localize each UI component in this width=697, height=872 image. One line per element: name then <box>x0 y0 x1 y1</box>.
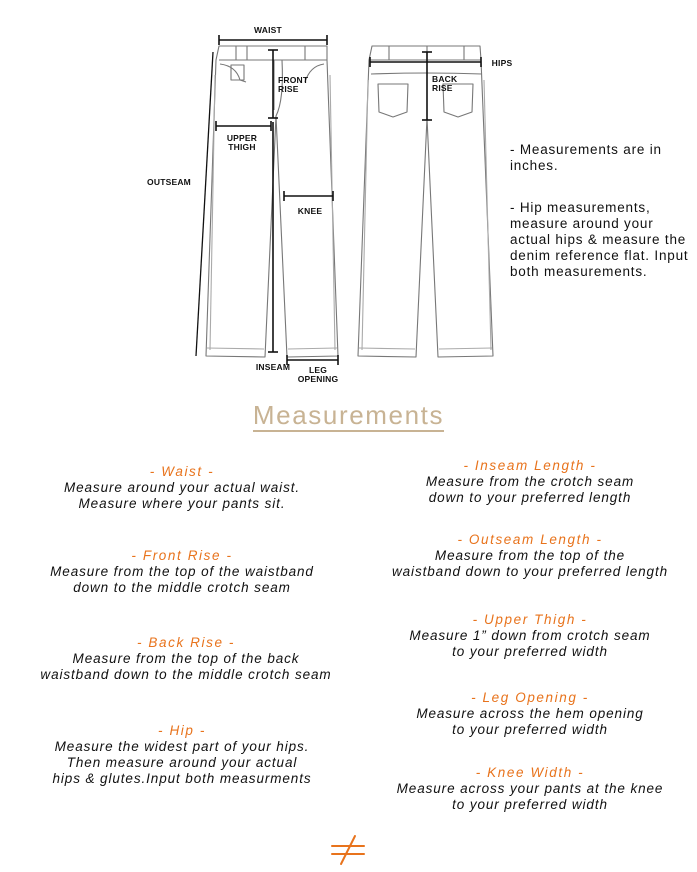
measurement-front-rise <box>0 548 364 596</box>
outseam-label: OUTSEAM <box>147 177 191 187</box>
measurement-desc: Measure from the top of the waistband down to your preferred length <box>392 548 668 579</box>
jeans-measurement-diagram <box>0 0 697 395</box>
measurement-desc: Measure across your pants at the knee to your preferred width <box>396 781 664 812</box>
front-rise-label: FRONT RISE <box>278 75 309 94</box>
measurement-name: - Leg Opening - <box>471 690 589 705</box>
measurement-inseam-length <box>363 458 697 506</box>
measurement-desc: Measure from the top of the back waistband down to the middle crotch seam <box>40 651 332 682</box>
measurement-name: - Upper Thigh - <box>472 612 588 627</box>
measurement-back-rise <box>0 635 372 683</box>
measurement-desc: Measure around your actual waist. Measure where your pants sit. <box>63 480 301 511</box>
section-title <box>0 400 697 432</box>
measurement-outseam-length <box>363 532 697 580</box>
measurement-notes-hips <box>510 200 695 280</box>
measurement-name: - Inseam Length - <box>463 458 597 473</box>
leg-opening-label: LEG OPENING <box>297 365 339 384</box>
measurement-desc: Measure from the top of the waistband down to the middle crotch seam <box>50 564 314 595</box>
measurement-name: - Knee Width - <box>475 765 585 780</box>
measurement-name: - Hip - <box>158 723 206 738</box>
measurement-waist <box>0 464 364 512</box>
waist-label: WAIST <box>254 25 282 35</box>
measurement-hip <box>0 723 364 787</box>
inseam-label: INSEAM <box>255 362 291 372</box>
measurement-name: - Front Rise - <box>131 548 233 563</box>
measurement-desc: Measure across the hem opening to your preferred width <box>416 706 644 737</box>
measurement-name: - Waist - <box>149 464 215 479</box>
measurement-desc: Measure from the crotch seam down to your preferred length <box>425 474 635 505</box>
back-rise-label: BACK RISE <box>432 74 458 93</box>
note-hips: - Hip measurements, measure around your actual hips & measure the denim reference flat. Input both measurements. <box>510 200 689 279</box>
measurement-leg-opening <box>363 690 697 738</box>
measurement-desc: Measure 1” down from crotch seam to your preferred width <box>409 628 651 659</box>
measurement-name: - Outseam Length - <box>457 532 603 547</box>
measurement-notes <box>510 142 695 174</box>
section-title-text: Measurements <box>252 400 445 430</box>
note-inches: - Measurements are in inches. <box>510 142 662 173</box>
measurement-knee-width <box>363 765 697 813</box>
measurement-name: - Back Rise - <box>136 635 236 650</box>
not-equal-icon <box>328 833 368 867</box>
upper-thigh-label: UPPER THIGH <box>226 133 258 152</box>
front-jeans-outline <box>206 46 338 357</box>
knee-label: KNEE <box>297 206 323 216</box>
measurement-desc: Measure the widest part of your hips. Then measure around your actual hips & glutes.Input both measurments <box>52 739 312 786</box>
hips-label: HIPS <box>491 58 513 68</box>
measurement-upper-thigh <box>363 612 697 660</box>
jeans-illustration <box>0 0 697 395</box>
